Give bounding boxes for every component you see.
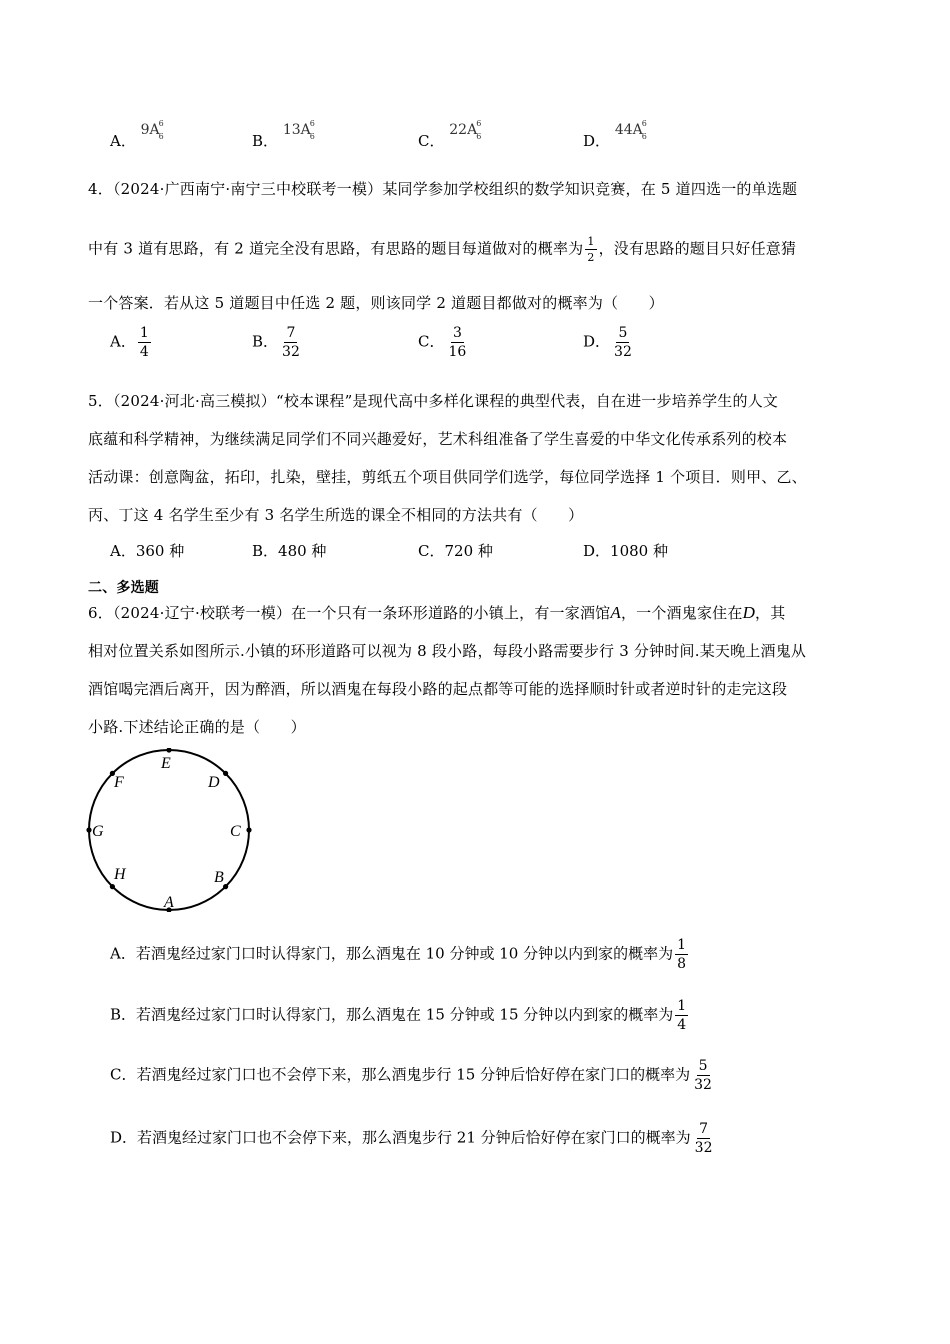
perm-expression: 13A 6 6 (282, 119, 315, 141)
option-label: B． (252, 132, 279, 150)
point-label-b: B (214, 869, 224, 886)
q3-option-a[interactable] (110, 118, 164, 150)
q5-option-b[interactable]: B．480 种 (252, 542, 327, 560)
q6-stem-line1: 6．（2024·辽宁·校联考一模）在一个只有一条环形道路的小镇上，有一家酒馆A，一个酒鬼家住在D，其 (88, 603, 786, 622)
perm-expression: 9A 6 6 (140, 119, 164, 141)
q6-option-d[interactable]: D．若酒鬼经过家门口也不会停下来，那么酒鬼步行 21 分钟后恰好停在家门口的概率为 $\frac{7}{32}$ (110, 1121, 713, 1156)
fraction: $\frac{1}{4}$ (677, 998, 687, 1033)
q3-option-c[interactable] (418, 118, 482, 150)
fraction: $\frac{5}{32}$ (614, 325, 632, 360)
q4-stem-line1: 4．（2024·广西南宁·南宁三中校联考一模）某同学参加学校组织的数学知识竞赛，在 5 道四选一的单选题 (88, 180, 798, 198)
option-label: D． (583, 332, 611, 351)
point-dot-c (246, 827, 251, 832)
q6-option-c[interactable]: C．若酒鬼经过家门口也不会停下来，那么酒鬼步行 15 分钟后恰好停在家门口的概率为 $\frac{5}{32}$ (110, 1058, 712, 1093)
q5-stem-line1: 5．（2024·河北·高三模拟）“校本课程”是现代高中多样化课程的典型代表，自在进一步培养学生的人文 (88, 392, 779, 410)
point-label-c: C (230, 823, 241, 840)
fraction: $\frac{3}{16}$ (448, 325, 467, 360)
q6-stem-line3: 酒馆喝完酒后离开，因为醉酒，所以酒鬼在每段小路的起点都等可能的选择顺时针或者逆时针的走完这段 (88, 680, 788, 698)
q6-option-b[interactable]: B．若酒鬼经过家门口时认得家门，那么酒鬼在 15 分钟或 15 分钟以内到家的概率为 $\frac{1}{4}$ (110, 998, 687, 1033)
q4-option-a[interactable] (110, 326, 153, 359)
point-dot-d (223, 771, 228, 776)
section-title: 二、多选题 (88, 580, 159, 596)
q6-option-a[interactable]: A．若酒鬼经过家门口时认得家门，那么酒鬼在 10 分钟或 10 分钟以内到家的概率为 $\frac{1}{8}$ (110, 937, 687, 972)
option-label: A． (110, 332, 136, 351)
point-dot-e (166, 748, 171, 753)
option-label: C． (418, 132, 445, 150)
fraction: $\frac{7}{32}$ (282, 325, 300, 360)
point-label-f: F (114, 774, 124, 791)
tavern-letter: A (610, 603, 621, 622)
q5-option-d[interactable]: D．1080 种 (583, 542, 668, 560)
fraction: $\frac{1}{4}$ (139, 325, 149, 360)
q5-option-c[interactable]: C．720 种 (418, 542, 493, 560)
point-label-g: G (92, 823, 104, 840)
q5-stem-line4: 丙、丁这 4 名学生至少有 3 名学生所选的课全不相同的方法共有（ ） (88, 506, 584, 524)
q5-stem-line2: 底蕴和科学精神，为继续满足同学们不同兴趣爱好，艺术科组准备了学生喜爱的中华文化传承系列的校本 (88, 430, 788, 448)
point-label-d: D (208, 774, 220, 791)
perm-expression: 44A 6 6 (614, 119, 647, 141)
q6-stem-line2: 相对位置关系如图所示.小镇的环形道路可以视为 8 段小路，每段小路需要步行 3 分钟时间.某天晚上酒鬼从 (88, 642, 807, 660)
home-letter: D (742, 603, 756, 622)
option-label: C． (418, 332, 445, 351)
q4-option-c[interactable] (418, 326, 470, 359)
q4-option-d[interactable] (583, 326, 636, 359)
q5-stem-line3: 活动课：创意陶盆，拓印，扎染，壁挂，剪纸五个项目供同学们选学，每位同学选择 1 个项目．则甲、乙、 (88, 468, 807, 486)
point-label-h: H (114, 866, 126, 883)
q5-option-a[interactable]: A．360 种 (110, 542, 185, 560)
q4-stem-line3: 一个答案．若从这 5 道题目中任选 2 题，则该同学 2 道题目都做对的概率为（ ） (88, 294, 664, 312)
fraction: $\frac{5}{32}$ (694, 1058, 712, 1093)
q4-stem-line2: 中有 3 道有思路，有 2 道完全没有思路，有思路的题目每道做对的概率为 $\frac{1}{2}$ ，没有思路的题目只好任意猜 (88, 235, 797, 264)
q4-option-b[interactable] (252, 326, 304, 359)
point-label-e: E (161, 755, 171, 772)
point-label-a: A (164, 894, 174, 911)
option-label: B． (252, 332, 279, 351)
option-label: D． (583, 132, 611, 150)
fraction: $\frac{1}{8}$ (677, 937, 687, 972)
perm-expression: 22A 6 6 (449, 119, 482, 141)
fraction: $\frac{7}{32}$ (694, 1121, 713, 1156)
q6-stem-line4: 小路.下述结论正确的是（ ） (88, 718, 306, 736)
circular-road-figure (80, 748, 260, 912)
q3-option-d[interactable] (583, 118, 647, 150)
point-dot-g (86, 827, 91, 832)
fraction: $\frac{1}{2}$ (587, 235, 595, 264)
option-label: A． (110, 132, 136, 150)
q3-option-b[interactable] (252, 118, 315, 150)
point-dot-h (110, 884, 115, 889)
